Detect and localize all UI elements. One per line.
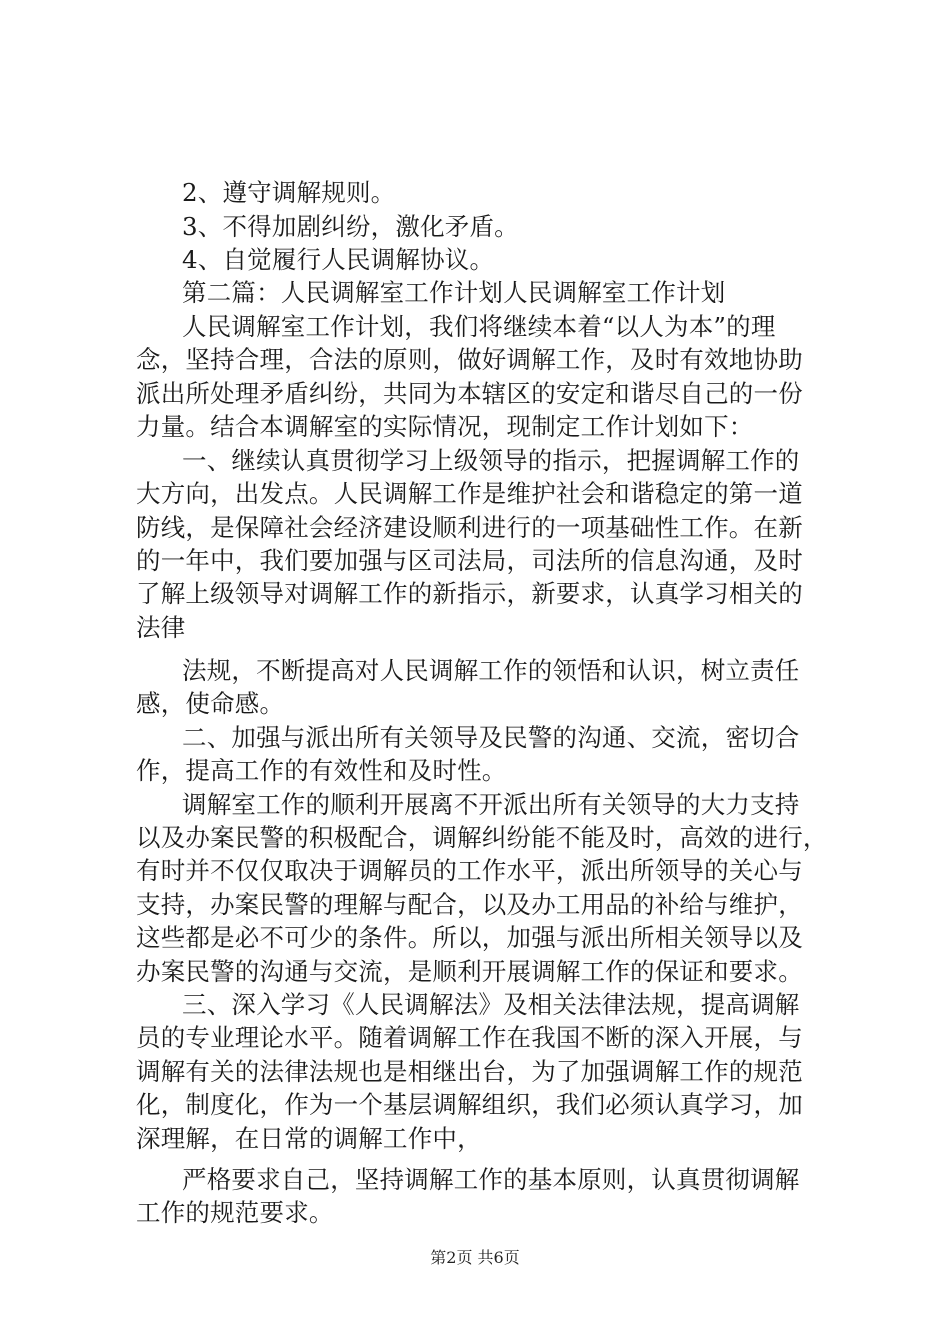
text-line: 大方向，出发点。人民调解工作是维护社会和谐稳定的第一道 (136, 479, 803, 508)
text-line: 支持，办案民警的理解与配合，以及办工用品的补给与维护， (136, 890, 803, 919)
text-line: 二、加强与派出所有关领导及民警的沟通、交流，密切合 (182, 723, 800, 752)
text-line: 调解室工作的顺利开展离不开派出所有关领导的大力支持 (182, 790, 800, 819)
section-heading: 第二篇：人民调解室工作计划人民调解室工作计划 (182, 278, 726, 307)
text-line: 调解有关的法律法规也是相继出台，为了加强调解工作的规范 (136, 1057, 803, 1086)
text-line: 人民调解室工作计划，我们将继续本着“以人为本”的理 (182, 312, 776, 341)
text-line: 工作的规范要求。 (136, 1198, 334, 1227)
text-line: 员的专业理论水平。随着调解工作在我国不断的深入开展，与 (136, 1023, 803, 1052)
text-line: 力量。结合本调解室的实际情况，现制定工作计划如下： (136, 412, 754, 441)
text-line: 这些都是必不可少的条件。所以，加强与派出所相关领导以及 (136, 923, 803, 952)
text-line: 2、遵守调解规则。 (182, 178, 396, 207)
text-line: 深理解，在日常的调解工作中， (136, 1124, 482, 1153)
text-line: 的一年中，我们要加强与区司法局，司法所的信息沟通，及时 (136, 546, 803, 575)
text-line: 有时并不仅仅取决于调解员的工作水平，派出所领导的关心与 (136, 856, 803, 885)
text-line: 3、不得加剧纠纷，激化矛盾。 (182, 212, 519, 241)
text-line: 一、继续认真贯彻学习上级领导的指示，把握调解工作的 (182, 446, 800, 475)
text-line: 法律 (136, 613, 186, 642)
page-footer: 第2页 共6页 (430, 1248, 520, 1267)
text-line: 感，使命感。 (136, 689, 285, 718)
text-line: 化，制度化，作为一个基层调解组织，我们必须认真学习，加 (136, 1090, 803, 1119)
text-line: 三、深入学习《人民调解法》及相关法律法规，提高调解 (182, 990, 800, 1019)
text-line: 防线，是保障社会经济建设顺利进行的一项基础性工作。在新 (136, 513, 803, 542)
text-line: 念，坚持合理，合法的原则，做好调解工作，及时有效地协助 (136, 345, 803, 374)
text-line: 严格要求自己，坚持调解工作的基本原则，认真贯彻调解 (182, 1165, 800, 1194)
text-line: 派出所处理矛盾纠纷，共同为本辖区的安定和谐尽自己的一份 (136, 379, 803, 408)
text-line: 以及办案民警的积极配合，调解纠纷能不能及时，高效的进行， (136, 823, 828, 852)
text-line: 作，提高工作的有效性和及时性。 (136, 756, 507, 785)
text-line: 法规，不断提高对人民调解工作的领悟和认识，树立责任 (182, 656, 800, 685)
text-line: 了解上级领导对调解工作的新指示，新要求，认真学习相关的 (136, 579, 803, 608)
text-line: 4、自觉履行人民调解协议。 (182, 245, 495, 274)
text-line: 办案民警的沟通与交流，是顺利开展调解工作的保证和要求。 (136, 957, 803, 986)
